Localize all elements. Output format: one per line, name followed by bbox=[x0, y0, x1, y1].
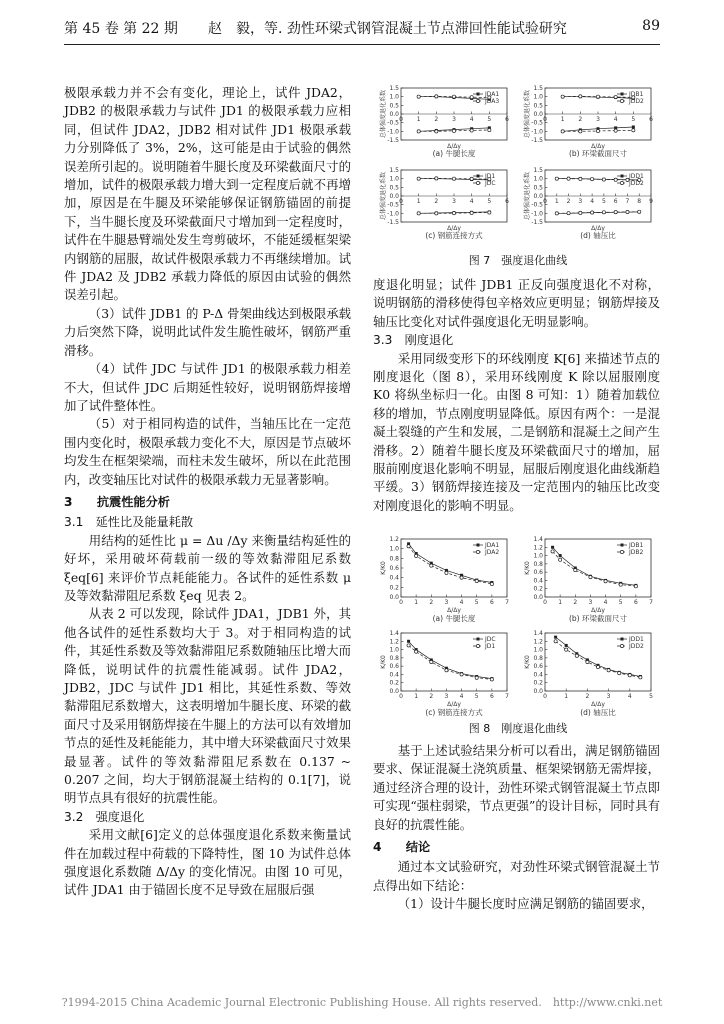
data-point-JDD2 bbox=[579, 177, 582, 180]
data-point-JDC bbox=[452, 212, 455, 215]
data-point-JDD1 bbox=[565, 644, 568, 647]
x-tick-label: 5 bbox=[601, 198, 606, 205]
y-tick-label: -1.0 bbox=[387, 128, 399, 136]
y-tick-label: 0.4 bbox=[533, 577, 543, 585]
y-tick-label: 0.2 bbox=[533, 679, 543, 687]
y-tick-label: -0.5 bbox=[387, 119, 399, 127]
paragraph: 从表 2 可以发现，除试件 JDA1，JDB1 外，其他各试件的延性系数均大于 3。对于相同构造的试件，其延性系数及等效黏滞阻尼系数随轴压比增大而降低，说明试件的抗震性能减弱。试件 JDA2，JDB2，JDC 与试件 JD1 相比，其延性系数、等效黏滞阻尼系数增大，这表明增加牛腿长度、环梁的截面尺寸及采用钢筋焊接在牛腿上的方法可以有效增加节点的延性及耗能能力，其中增大环梁截面尺寸效果最显著。试件的等效黏滞阻尼系数在 0.137 ~ 0.207 之间，均大于钢筋混凝土结构的 0.1[7]，说明节点具有很好的抗震性能。 bbox=[64, 606, 351, 806]
y-tick-label: 0.5 bbox=[389, 102, 399, 110]
legend-label: JDC bbox=[485, 636, 496, 643]
data-point-JD1 bbox=[415, 650, 418, 653]
y-tick-label: 0.6 bbox=[389, 565, 399, 572]
x-tick-label: 3 bbox=[578, 198, 583, 205]
y-tick-label: -1.5 bbox=[387, 137, 399, 144]
series-JDA1 bbox=[407, 542, 493, 584]
y-tick-label: 1.2 bbox=[533, 638, 543, 646]
y-tick-label: 1.4 bbox=[389, 630, 399, 637]
y-axis-label: K/K0 bbox=[524, 561, 531, 575]
legend-label: JDD1 bbox=[629, 173, 644, 180]
y-tick-label: 0.0 bbox=[389, 193, 399, 200]
x-tick-label: 6 bbox=[489, 693, 494, 700]
y-tick-label: 0.5 bbox=[533, 184, 543, 192]
x-tick-label: 6 bbox=[505, 116, 509, 123]
paragraph: 采用文献[6]定义的总体强度退化系数来衡量试件在加载过程中荷载的下降特性，图 10 为试件总体强度退化系数随 Δ/Δy 的变化情况。由图 10 可见，试件 JDA1 由于锚固长度不足导致在屈服后强 bbox=[64, 827, 351, 898]
x-tick-label: 3 bbox=[452, 116, 456, 123]
paragraph: 度退化明显；试件 JDB1 正反向强度退化不对称，说明钢筋的滑移使得包辛格效应更明显；钢筋焊接及轴压比变化对试件强度退化无明显影响。 bbox=[373, 277, 660, 329]
data-point-JDB1 bbox=[632, 126, 635, 129]
subsection-heading: 3.2 强度退化 bbox=[64, 809, 145, 824]
fig7-panel bbox=[379, 85, 509, 158]
data-point-JD1 bbox=[445, 669, 448, 672]
x-tick-label: 1 bbox=[564, 693, 569, 700]
y-tick-label: 1.5 bbox=[533, 167, 543, 174]
y-tick-label: -1.5 bbox=[387, 219, 399, 226]
x-tick-label: 3 bbox=[444, 599, 449, 606]
panel-label: (c) 钢筋连接方式 bbox=[425, 708, 483, 717]
data-point-JDC bbox=[435, 177, 438, 180]
y-tick-label: -1.0 bbox=[531, 128, 543, 136]
x-tick-label: 7 bbox=[625, 198, 630, 205]
y-tick-label: 0.6 bbox=[533, 569, 543, 577]
x-tick-label: 5 bbox=[487, 198, 492, 205]
y-tick-label: 0.0 bbox=[533, 688, 543, 695]
legend-marker bbox=[476, 99, 479, 102]
data-point-JDC bbox=[470, 211, 473, 214]
x-tick-label: 8 bbox=[637, 198, 642, 205]
legend-marker bbox=[477, 638, 480, 641]
legend-marker bbox=[620, 644, 623, 647]
y-tick-label: 0.0 bbox=[533, 193, 543, 200]
data-point-JDD2 bbox=[554, 640, 557, 643]
data-point-JDB2 bbox=[589, 576, 592, 579]
article-running-title: 赵 毅，等. 劲性环梁式钢管混凝土节点滞回性能试验研究 bbox=[208, 21, 567, 37]
y-tick-label: 0.0 bbox=[533, 111, 543, 118]
x-tick-label: 1 bbox=[414, 693, 419, 700]
data-point-JDC bbox=[435, 212, 438, 215]
y-tick-label: -0.5 bbox=[387, 201, 399, 209]
data-point-JDD2 bbox=[586, 660, 589, 663]
x-tick-label: 7 bbox=[505, 599, 509, 606]
x-axis-label: Δ/Δy bbox=[447, 607, 461, 614]
x-tick-label: 0 bbox=[399, 116, 403, 123]
x-tick-label: 3 bbox=[588, 599, 593, 606]
data-point-JDD2 bbox=[555, 212, 558, 215]
running-header bbox=[64, 10, 660, 50]
data-point-JDD2 bbox=[607, 669, 610, 672]
y-tick-label: 0.8 bbox=[533, 654, 543, 662]
data-point-JDD2 bbox=[591, 178, 594, 181]
paragraph: 极限承载力并不会有变化，理论上，试件 JDA2，JDB2 的极限承载力与试件 JD1 的极限承载力应相同，但试件 JDA2，JDB2 相对试件 JD1 极限承载力分别降低了 3%，2%，这可能是由于试验的偶然误差所引起的。说明随着牛腿长度及环梁截面尺寸的增加，试件的极限承载力增大到一定程度后就不再增加，原因是在牛腿及环梁能够保证钢筋锚固的前提下，当牛腿长度及环梁截面尺寸增加到一定程度时，试件在牛腿悬臂端处发生弯剪破坏，不能延缓框架梁内钢筋的屈服，故试件极限承载力不再继续增加。试件 JDA2 及 JDB2 承载力降低的原因由试验的偶然误差引起。 bbox=[64, 85, 351, 303]
data-point-JDD2 bbox=[561, 130, 564, 133]
fig7-panel bbox=[523, 85, 653, 158]
x-tick-label: 4 bbox=[459, 599, 464, 606]
data-point-JDC bbox=[470, 177, 473, 180]
x-tick-label: 6 bbox=[649, 116, 653, 123]
data-point-JD1 bbox=[460, 673, 463, 676]
data-point-JDB2 bbox=[574, 568, 577, 571]
y-tick-label: 0.8 bbox=[389, 555, 399, 563]
y-axis-label: 总体强度退化系数 bbox=[380, 171, 387, 221]
x-tick-label: 6 bbox=[613, 198, 618, 205]
data-point-JDA3 bbox=[470, 129, 473, 132]
header-rule bbox=[64, 44, 660, 45]
data-point-JDC bbox=[488, 211, 491, 214]
paragraph: 基于上述试验结果分析可以看出，满足钢筋锚固要求、保证混凝土浇筑质量、框架梁钢筋无需焊接，通过经济合理的设计，劲性环梁式钢管混凝土节点即可实现“强柱弱梁，节点更强”的设计目标，同时具有良好的抗震性能。 bbox=[373, 743, 660, 832]
data-point-JDD2 bbox=[628, 674, 631, 677]
x-tick-label: 2 bbox=[429, 693, 434, 700]
y-tick-label: 1.2 bbox=[389, 536, 399, 543]
page-number: 89 bbox=[642, 18, 660, 34]
data-point-JDD2 bbox=[575, 654, 578, 657]
x-tick-label: 0 bbox=[399, 198, 403, 205]
y-tick-label: -0.5 bbox=[531, 201, 543, 209]
y-tick-label: 0.8 bbox=[389, 654, 399, 662]
legend-label: JDB1 bbox=[629, 542, 644, 549]
paragraph: 用结构的延性比 μ = Δu /Δy 来衡量结构延性的好坏，采用破坏荷载前一级的等效黏滞阻尼系数 ξeq[6] 来评价节点耗能能力。各试件的延性系数 μ 及等效黏滞阻尼系数 ξeq 见表 2。 bbox=[64, 532, 351, 603]
y-tick-label: 0.2 bbox=[533, 585, 543, 593]
x-tick-label: 0 bbox=[543, 198, 547, 205]
legend-label: JDD2 bbox=[629, 180, 644, 187]
x-tick-label: 5 bbox=[487, 116, 492, 123]
data-point-JD1 bbox=[430, 660, 433, 663]
y-tick-label: 1.2 bbox=[533, 544, 543, 552]
paragraph: （4）试件 JDC 与试件 JD1 的极限承载力相差不大，但试件 JDC 后期延性较好，说明钢筋焊接增加了试件整体性。 bbox=[64, 361, 351, 413]
data-point-JDC bbox=[452, 177, 455, 180]
journal-issue: 第 45 卷 第 22 期 bbox=[64, 21, 178, 37]
y-tick-label: -1.0 bbox=[387, 210, 399, 218]
data-point-JDB2 bbox=[619, 583, 622, 586]
y-axis-label: 总体强度退化系数 bbox=[380, 89, 387, 139]
fig8-panel bbox=[380, 630, 509, 717]
legend-label: JDD2 bbox=[629, 643, 644, 650]
y-tick-label: 0.0 bbox=[389, 688, 399, 695]
fig8-panel bbox=[380, 536, 509, 623]
data-point-JDD2 bbox=[626, 210, 629, 213]
x-tick-label: 4 bbox=[469, 116, 474, 123]
legend-marker bbox=[476, 181, 479, 184]
data-point-JD1 bbox=[475, 676, 478, 679]
x-tick-label: 2 bbox=[585, 693, 590, 700]
x-tick-label: 9 bbox=[649, 198, 653, 205]
legend-marker bbox=[477, 93, 480, 96]
y-tick-label: 0.4 bbox=[389, 574, 399, 582]
legend-marker bbox=[621, 544, 624, 547]
x-tick-label: 3 bbox=[596, 116, 600, 123]
data-point-JDA3 bbox=[417, 130, 420, 133]
paragraph: （5）对于相同构造的试件，当轴压比在一定范围内变化时，极限承载力变化不大，原因是节点破坏均发生在框架梁端，而柱未发生破坏，所以在此范围内，改变轴压比对试件的极限承载力无显著影响。 bbox=[64, 416, 351, 487]
y-tick-label: 0.4 bbox=[389, 671, 399, 679]
y-tick-label: 1.2 bbox=[389, 638, 399, 646]
series-JDA2 bbox=[407, 545, 493, 586]
y-tick-label: 0.8 bbox=[533, 560, 543, 568]
subsection-heading: 3.3 刚度退化 bbox=[373, 333, 454, 348]
y-axis-label: K/K0 bbox=[380, 561, 387, 575]
x-tick-label: 4 bbox=[590, 198, 595, 205]
copyright-footer: ?1994-2015 China Academic Journal Electronic Publishing House. All rights reserved. http://www.cnki.net bbox=[61, 996, 663, 1009]
y-tick-label: 0.6 bbox=[533, 663, 543, 671]
legend-label: JDC bbox=[485, 180, 496, 187]
x-tick-label: 2 bbox=[566, 198, 571, 205]
data-point-JDD2 bbox=[579, 95, 582, 98]
panel-label: (a) 牛腿长度 bbox=[432, 614, 476, 623]
x-tick-label: 2 bbox=[434, 116, 439, 123]
data-point-JDD2 bbox=[567, 177, 570, 180]
data-point-JDA3 bbox=[417, 95, 420, 98]
panel-label: (d) 轴压比 bbox=[580, 231, 616, 240]
x-tick-label: 0 bbox=[543, 599, 547, 606]
fig8-panel bbox=[524, 630, 653, 717]
x-tick-label: 4 bbox=[459, 693, 464, 700]
x-tick-label: 5 bbox=[474, 693, 479, 700]
legend-label: JDD2 bbox=[629, 98, 644, 105]
data-point-JD1 bbox=[490, 678, 493, 681]
x-tick-label: 1 bbox=[558, 599, 563, 606]
x-tick-label: 2 bbox=[429, 599, 434, 606]
x-tick-label: 3 bbox=[444, 693, 449, 700]
x-tick-label: 5 bbox=[474, 599, 479, 606]
fig8-panel bbox=[524, 536, 653, 623]
data-point-JDD2 bbox=[638, 210, 641, 213]
x-axis-label: Δ/Δy bbox=[591, 701, 605, 708]
data-point-JDD2 bbox=[579, 211, 582, 214]
series-JD1 bbox=[407, 643, 496, 681]
series-line-JDA1 bbox=[409, 544, 492, 583]
paragraph: （1）设计牛腿长度时应满足钢筋的锚固要求， bbox=[397, 896, 654, 912]
y-tick-label: -0.5 bbox=[531, 119, 543, 127]
x-axis-label: Δ/Δy bbox=[591, 143, 605, 150]
y-tick-label: 1.0 bbox=[533, 175, 543, 183]
x-tick-label: 0 bbox=[399, 599, 403, 606]
y-tick-label: 1.0 bbox=[533, 93, 543, 101]
data-point-JDA2 bbox=[430, 564, 433, 567]
x-tick-label: 0 bbox=[543, 693, 547, 700]
data-point-JDB2 bbox=[634, 585, 637, 588]
paragraph: 通过本文试验研究，对劲性环梁式钢管混凝土节点得出如下结论： bbox=[373, 859, 660, 893]
paragraph: 采用同级变形下的环线刚度 K[6] 来描述节点的刚度退化（图 8），采用环线刚度 K 除以屈服刚度 K0 将纵坐标归一化。由图 8 可知：1）随着加载位移的增加，节点刚度明显降低。原因有两个：一是混凝土裂缝的产生和发展，二是钢筋和混凝土之间产生滑移。2）随着牛腿长度及环梁截面尺寸的增加，屈服前刚度退化影响不明显，屈服后刚度退化曲线渐趋平缓。3）钢筋焊接连接及一定范围内的轴压比改变对刚度退化的影响不明显。 bbox=[373, 350, 660, 513]
data-point-JDA3 bbox=[435, 130, 438, 133]
y-tick-label: 1.5 bbox=[533, 85, 543, 92]
data-point-JDB2 bbox=[551, 550, 554, 553]
panel-label: (c) 钢筋连接方式 bbox=[425, 231, 483, 240]
y-tick-label: 1.4 bbox=[533, 630, 543, 637]
legend-marker bbox=[621, 93, 624, 96]
legend-label: JDA1 bbox=[485, 91, 500, 98]
data-point-JDD2 bbox=[596, 95, 599, 98]
data-point-JDC bbox=[407, 640, 410, 643]
y-tick-label: 1.4 bbox=[533, 536, 543, 543]
x-tick-label: 6 bbox=[505, 198, 509, 205]
legend-marker bbox=[621, 175, 624, 178]
data-point-JDA3 bbox=[470, 96, 473, 99]
x-tick-label: 1 bbox=[554, 198, 559, 205]
x-tick-label: 4 bbox=[469, 198, 474, 205]
panel-label: (b) 环梁截面尺寸 bbox=[569, 614, 627, 623]
y-tick-label: 0.0 bbox=[389, 594, 399, 601]
paragraph: （3）试件 JDB1 的 P-Δ 骨架曲线达到极限承载力后突然下降，说明此试件发生脆性破坏，钢筋严重滑移。 bbox=[64, 305, 351, 358]
right-column-upper bbox=[373, 276, 660, 515]
data-point-JDD2 bbox=[602, 211, 605, 214]
data-point-JDD2 bbox=[632, 129, 635, 132]
x-tick-label: 1 bbox=[416, 198, 421, 205]
x-axis-label: Δ/Δy bbox=[447, 225, 461, 232]
data-point-JDD2 bbox=[614, 178, 617, 181]
legend-label: JDA2 bbox=[485, 549, 500, 556]
figure-8-caption: 图 8 刚度退化曲线 bbox=[468, 722, 568, 735]
legend-label: JD1 bbox=[485, 643, 496, 650]
data-point-JDD2 bbox=[565, 648, 568, 651]
data-point-JDA3 bbox=[452, 129, 455, 132]
x-tick-label: 1 bbox=[414, 599, 419, 606]
series-line-JD1 bbox=[409, 645, 492, 679]
legend-label: JDA1 bbox=[485, 542, 500, 549]
y-axis-label: K/K0 bbox=[380, 655, 387, 669]
legend-label: JDD1 bbox=[629, 636, 644, 643]
section-heading: 4 结论 bbox=[373, 840, 431, 855]
y-tick-label: 0.4 bbox=[533, 671, 543, 679]
legend-marker bbox=[620, 99, 623, 102]
series-JDB2 bbox=[551, 550, 637, 588]
x-tick-label: 1 bbox=[416, 116, 421, 123]
y-tick-label: -1.5 bbox=[531, 219, 543, 226]
data-point-JDA2 bbox=[490, 582, 493, 585]
data-point-JDA2 bbox=[460, 576, 463, 579]
legend-label: JD1 bbox=[485, 173, 496, 180]
x-tick-label: 6 bbox=[489, 599, 494, 606]
data-point-JD1 bbox=[407, 644, 410, 647]
subsection-heading: 3.1 延性比及能量耗散 bbox=[64, 515, 194, 530]
y-axis-label: 总体强度退化系数 bbox=[524, 89, 531, 139]
legend-marker bbox=[476, 550, 479, 553]
y-tick-label: -1.5 bbox=[531, 137, 543, 144]
y-tick-label: -1.0 bbox=[531, 210, 543, 218]
y-tick-label: 1.5 bbox=[389, 85, 399, 92]
legend-marker bbox=[477, 175, 480, 178]
data-point-JDD1 bbox=[554, 636, 557, 639]
panel-label: (b) 环梁截面尺寸 bbox=[569, 149, 627, 158]
legend-marker bbox=[620, 550, 623, 553]
y-tick-label: 1.5 bbox=[389, 167, 399, 174]
data-point-JDD2 bbox=[639, 676, 642, 679]
y-axis-label: 总体强度退化系数 bbox=[524, 171, 531, 221]
y-tick-label: 0.6 bbox=[389, 663, 399, 671]
y-tick-label: 1.0 bbox=[533, 646, 543, 654]
x-tick-label: 2 bbox=[573, 599, 578, 606]
data-point-JDA2 bbox=[415, 554, 418, 557]
y-tick-label: 1.0 bbox=[389, 93, 399, 101]
panel-label: (d) 轴压比 bbox=[580, 708, 616, 717]
x-tick-label: 5 bbox=[631, 116, 636, 123]
data-point-JDD2 bbox=[579, 130, 582, 133]
x-tick-label: 7 bbox=[649, 599, 653, 606]
y-tick-label: 0.0 bbox=[389, 111, 399, 118]
y-tick-label: 0.5 bbox=[389, 184, 399, 192]
x-axis-label: Δ/Δy bbox=[591, 225, 605, 232]
legend-marker bbox=[476, 644, 479, 647]
series-line-JDB2 bbox=[553, 551, 636, 586]
data-point-JDD2 bbox=[614, 129, 617, 132]
y-axis-label: K/K0 bbox=[524, 655, 531, 669]
right-column-lower bbox=[373, 742, 660, 914]
x-tick-label: 5 bbox=[649, 693, 653, 700]
x-tick-label: 7 bbox=[505, 693, 509, 700]
x-tick-label: 1 bbox=[560, 116, 565, 123]
y-tick-label: 1.0 bbox=[533, 552, 543, 560]
x-tick-label: 4 bbox=[613, 116, 618, 123]
series-line-JDD1 bbox=[556, 637, 641, 676]
x-tick-label: 2 bbox=[578, 116, 583, 123]
y-tick-label: 1.0 bbox=[389, 175, 399, 183]
data-point-JDC bbox=[417, 177, 420, 180]
data-point-JDD2 bbox=[614, 95, 617, 98]
data-point-JDA2 bbox=[475, 579, 478, 582]
y-tick-label: 0.5 bbox=[533, 102, 543, 110]
data-point-JDD2 bbox=[602, 178, 605, 181]
y-tick-label: 1.0 bbox=[389, 545, 399, 553]
y-tick-label: 0.0 bbox=[533, 594, 543, 601]
data-point-JDB1 bbox=[559, 554, 562, 557]
x-axis-label: Δ/Δy bbox=[447, 143, 461, 150]
y-tick-label: 0.2 bbox=[389, 584, 399, 592]
data-point-JDD2 bbox=[591, 211, 594, 214]
figure-8 bbox=[373, 533, 663, 723]
legend-marker bbox=[477, 544, 480, 547]
data-point-JDD2 bbox=[567, 212, 570, 215]
x-tick-label: 6 bbox=[633, 599, 638, 606]
data-point-JDA2 bbox=[445, 571, 448, 574]
x-tick-label: 2 bbox=[434, 198, 439, 205]
legend-label: JDB2 bbox=[629, 549, 644, 556]
data-point-JDD2 bbox=[618, 672, 621, 675]
x-tick-label: 4 bbox=[603, 599, 608, 606]
data-point-JDD2 bbox=[555, 177, 558, 180]
fig7-panel bbox=[523, 167, 653, 240]
data-point-JDC bbox=[417, 212, 420, 215]
data-point-JDA2 bbox=[407, 545, 410, 548]
x-tick-label: 3 bbox=[452, 198, 456, 205]
data-point-JDD2 bbox=[596, 129, 599, 132]
data-point-JDA3 bbox=[488, 128, 491, 131]
data-point-JDA3 bbox=[435, 95, 438, 98]
data-point-JDD2 bbox=[614, 211, 617, 214]
data-point-JDA3 bbox=[452, 95, 455, 98]
section-heading: 3 抗震性能分析 bbox=[64, 494, 170, 509]
panel-label: (a) 牛腿长度 bbox=[432, 149, 476, 158]
x-tick-label: 5 bbox=[618, 599, 623, 606]
data-point-JDB2 bbox=[559, 558, 562, 561]
x-axis-label: Δ/Δy bbox=[447, 701, 461, 708]
fig7-panel bbox=[379, 167, 509, 240]
legend-label: JDB1 bbox=[629, 91, 644, 98]
x-axis-label: Δ/Δy bbox=[591, 607, 605, 614]
x-tick-label: 0 bbox=[399, 693, 403, 700]
left-column bbox=[64, 84, 351, 900]
legend-label: JDA3 bbox=[485, 98, 500, 105]
x-tick-label: 4 bbox=[627, 693, 632, 700]
data-point-JDD2 bbox=[596, 665, 599, 668]
data-point-JDB1 bbox=[551, 546, 554, 549]
legend-marker bbox=[621, 638, 624, 641]
y-tick-label: 0.2 bbox=[389, 679, 399, 687]
x-tick-label: 3 bbox=[606, 693, 611, 700]
figure-7-caption: 图 7 强度退化曲线 bbox=[468, 254, 568, 267]
data-point-JDB2 bbox=[604, 580, 607, 583]
data-point-JDD2 bbox=[561, 95, 564, 98]
x-tick-label: 0 bbox=[543, 116, 547, 123]
figure-7 bbox=[373, 82, 663, 252]
legend-marker bbox=[620, 181, 623, 184]
y-tick-label: 1.0 bbox=[389, 646, 399, 654]
